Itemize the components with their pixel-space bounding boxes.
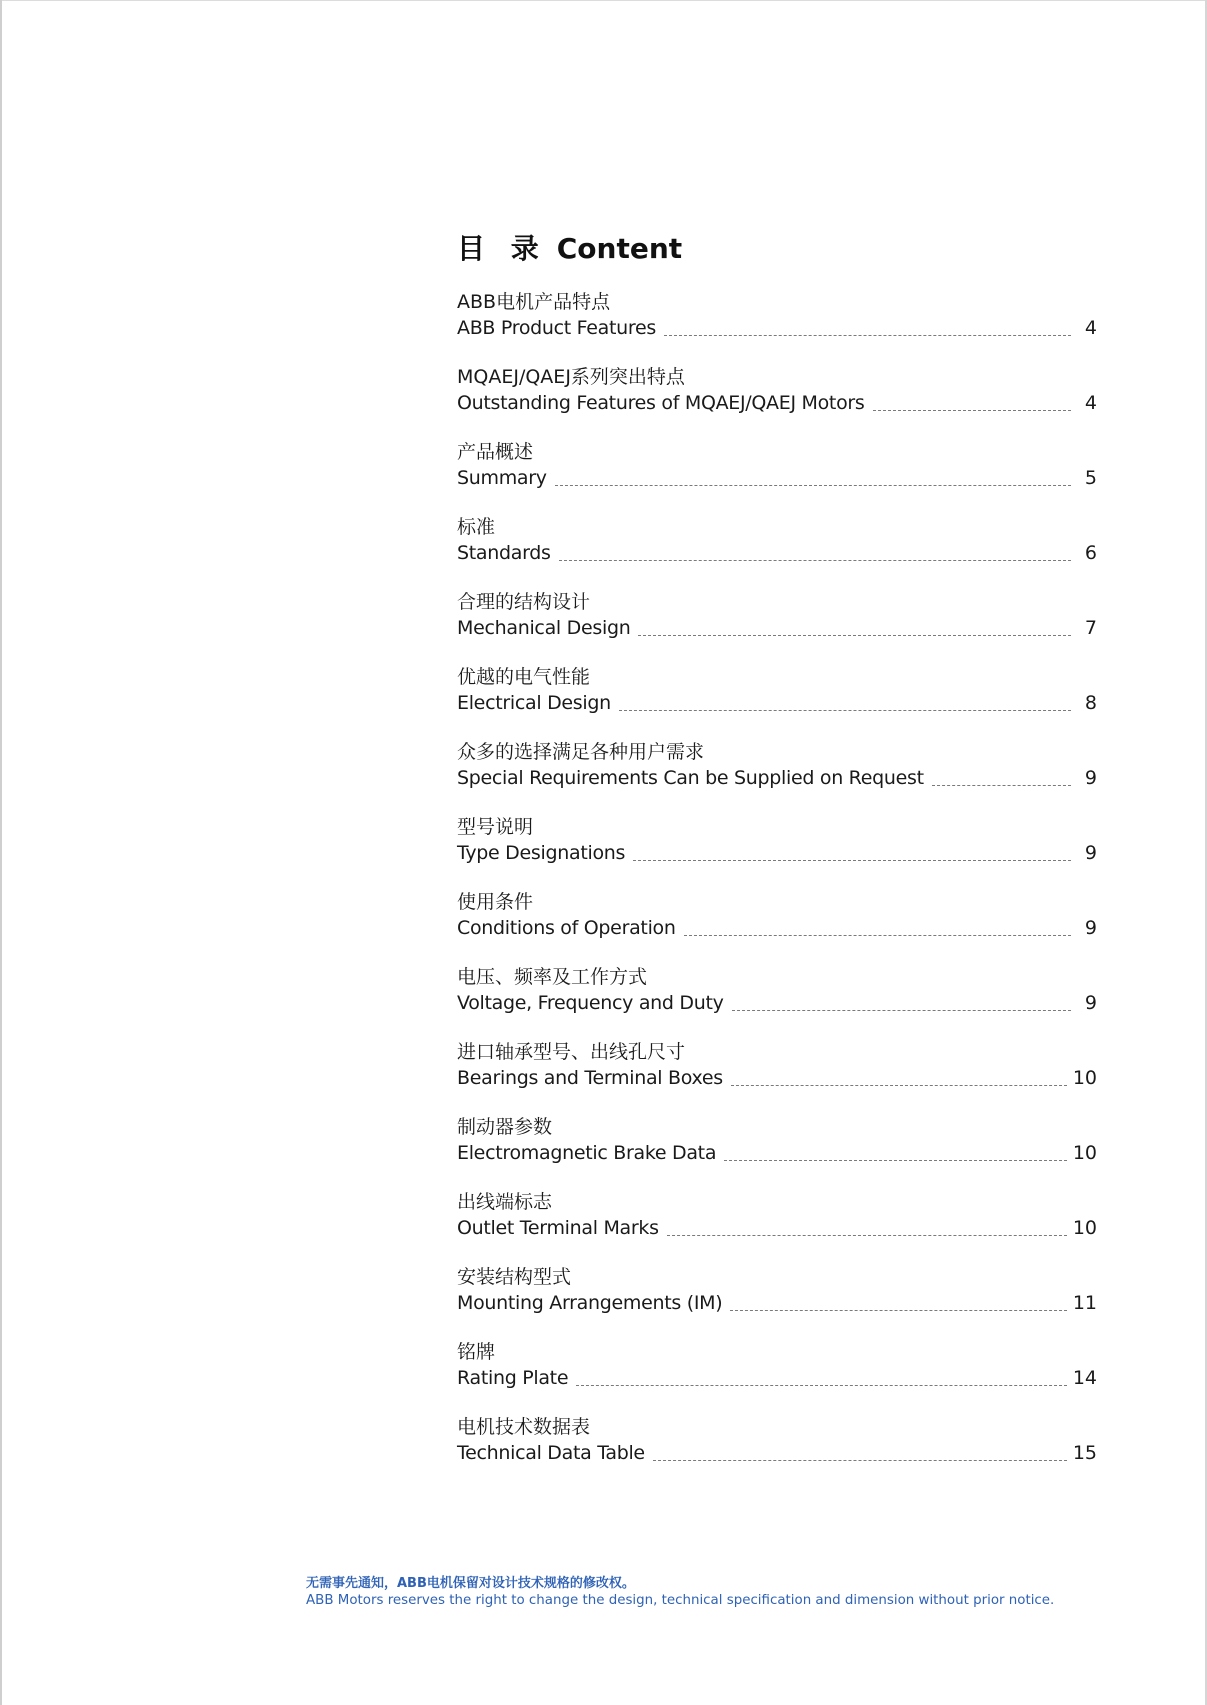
entry-title-zh: 电压、频率及工作方式 <box>457 966 648 988</box>
toc-entry[interactable] <box>457 1334 1097 1409</box>
dot-leader <box>730 1310 1066 1311</box>
entry-line <box>457 465 1097 491</box>
entry-title-en: Mounting Arrangements (IM) <box>457 1292 723 1314</box>
title-zh: 目 录 <box>457 232 547 265</box>
entry-page-number: 10 <box>1072 1217 1097 1239</box>
entry-title-en: Voltage, Frequency and Duty <box>457 992 724 1014</box>
toc-entry[interactable] <box>457 884 1097 959</box>
dot-leader <box>633 860 1071 861</box>
dot-leader <box>732 1010 1071 1011</box>
notice-zh: 无需事先通知，ABB电机保留对设计技术规格的修改权。 <box>306 1576 635 1591</box>
entry-page-number: 4 <box>1084 317 1097 339</box>
entry-title-en: Technical Data Table <box>457 1442 645 1464</box>
entry-title-en: ABB Product Features <box>457 317 656 339</box>
entry-page-number: 4 <box>1084 392 1097 414</box>
entry-line <box>457 1140 1097 1166</box>
toc-entry[interactable] <box>457 734 1097 809</box>
entry-title-en: Standards <box>457 542 551 564</box>
dot-leader <box>873 410 1071 411</box>
dot-leader <box>619 710 1071 711</box>
entry-title-zh: 产品概述 <box>457 441 534 463</box>
entry-page-number: 9 <box>1084 842 1097 864</box>
entry-title-en: Electrical Design <box>457 692 611 714</box>
toc-entry[interactable] <box>457 434 1097 509</box>
toc-entry[interactable] <box>457 359 1097 434</box>
entry-title-en: Type Designations <box>457 842 626 864</box>
entry-title-zh: 电机技术数据表 <box>457 1416 591 1438</box>
entry-line <box>457 315 1097 341</box>
page-edge-top <box>0 0 1207 1</box>
entry-title-zh: 优越的电气性能 <box>457 666 591 688</box>
entry-line <box>457 915 1097 941</box>
entry-line <box>457 840 1097 866</box>
entry-line <box>457 540 1097 566</box>
entry-title-en: Bearings and Terminal Boxes <box>457 1067 723 1089</box>
dot-leader <box>684 935 1071 936</box>
entry-title-en: Summary <box>457 467 547 489</box>
entry-title-zh: 进口轴承型号、出线孔尺寸 <box>457 1041 686 1063</box>
entry-page-number: 15 <box>1072 1442 1097 1464</box>
dot-leader <box>576 1385 1067 1386</box>
entry-page-number: 9 <box>1084 767 1097 789</box>
toc-entry[interactable] <box>457 1184 1097 1259</box>
dot-leader <box>638 635 1071 636</box>
entry-title-en: Rating Plate <box>457 1367 569 1389</box>
toc-entry[interactable] <box>457 1034 1097 1109</box>
entry-title-zh: 使用条件 <box>457 891 534 913</box>
entry-title-zh: ABB电机产品特点 <box>457 291 611 313</box>
entry-title-en: Special Requirements Can be Supplied on Request <box>457 767 924 789</box>
toc-entry[interactable] <box>457 509 1097 584</box>
entry-page-number: 10 <box>1072 1067 1097 1089</box>
dot-leader <box>932 785 1071 786</box>
toc-entry[interactable] <box>457 659 1097 734</box>
dot-leader <box>653 1460 1067 1461</box>
notice-en: ABB Motors reserves the right to change the design, technical specification and dimension without prior notice. <box>306 1593 1055 1608</box>
entry-title-zh: 标准 <box>457 516 496 538</box>
entry-line <box>457 690 1097 716</box>
entry-line <box>457 1440 1097 1466</box>
entry-title-zh: 安装结构型式 <box>457 1266 572 1288</box>
toc-entry[interactable] <box>457 809 1097 884</box>
toc-entry[interactable] <box>457 1109 1097 1184</box>
entry-title-zh: MQAEJ/QAEJ系列突出特点 <box>457 366 685 388</box>
entry-title-zh: 众多的选择满足各种用户需求 <box>457 741 705 763</box>
entry-page-number: 5 <box>1084 467 1097 489</box>
entry-title-en: Mechanical Design <box>457 617 631 639</box>
dot-leader <box>664 335 1071 336</box>
table-of-contents <box>457 228 1097 1484</box>
entry-title-zh: 合理的结构设计 <box>457 591 591 613</box>
entry-page-number: 11 <box>1072 1292 1097 1314</box>
entry-title-zh: 制动器参数 <box>457 1116 553 1138</box>
entry-line <box>457 390 1097 416</box>
copyright-notice <box>306 1575 1186 1609</box>
page-edge-left <box>0 0 2 1705</box>
entry-page-number: 9 <box>1084 917 1097 939</box>
toc-entry[interactable] <box>457 584 1097 659</box>
entry-line <box>457 1065 1097 1091</box>
entry-title-en: Conditions of Operation <box>457 917 676 939</box>
entry-title-en: Electromagnetic Brake Data <box>457 1142 717 1164</box>
dot-leader <box>559 560 1071 561</box>
page-title <box>457 228 1097 270</box>
dot-leader <box>667 1235 1067 1236</box>
dot-leader <box>724 1160 1067 1161</box>
entry-title-zh: 铭牌 <box>457 1341 496 1363</box>
entry-line <box>457 765 1097 791</box>
dot-leader <box>731 1085 1067 1086</box>
entry-line <box>457 1215 1097 1241</box>
entry-page-number: 14 <box>1072 1367 1097 1389</box>
toc-entry[interactable] <box>457 1409 1097 1484</box>
entry-line <box>457 1290 1097 1316</box>
toc-entry[interactable] <box>457 1259 1097 1334</box>
entry-page-number: 6 <box>1084 542 1097 564</box>
entry-title-en: Outstanding Features of MQAEJ/QAEJ Motors <box>457 392 865 414</box>
entry-page-number: 7 <box>1084 617 1097 639</box>
entry-line <box>457 990 1097 1016</box>
toc-list <box>457 284 1097 1484</box>
entry-page-number: 8 <box>1084 692 1097 714</box>
toc-entry[interactable] <box>457 284 1097 359</box>
dot-leader <box>555 485 1071 486</box>
entry-line <box>457 615 1097 641</box>
entry-line <box>457 1365 1097 1391</box>
title-en: Content <box>556 232 683 265</box>
entry-title-en: Outlet Terminal Marks <box>457 1217 659 1239</box>
entry-page-number: 9 <box>1084 992 1097 1014</box>
entry-title-zh: 出线端标志 <box>457 1191 553 1213</box>
toc-entry[interactable] <box>457 959 1097 1034</box>
entry-page-number: 10 <box>1072 1142 1097 1164</box>
entry-title-zh: 型号说明 <box>457 816 534 838</box>
